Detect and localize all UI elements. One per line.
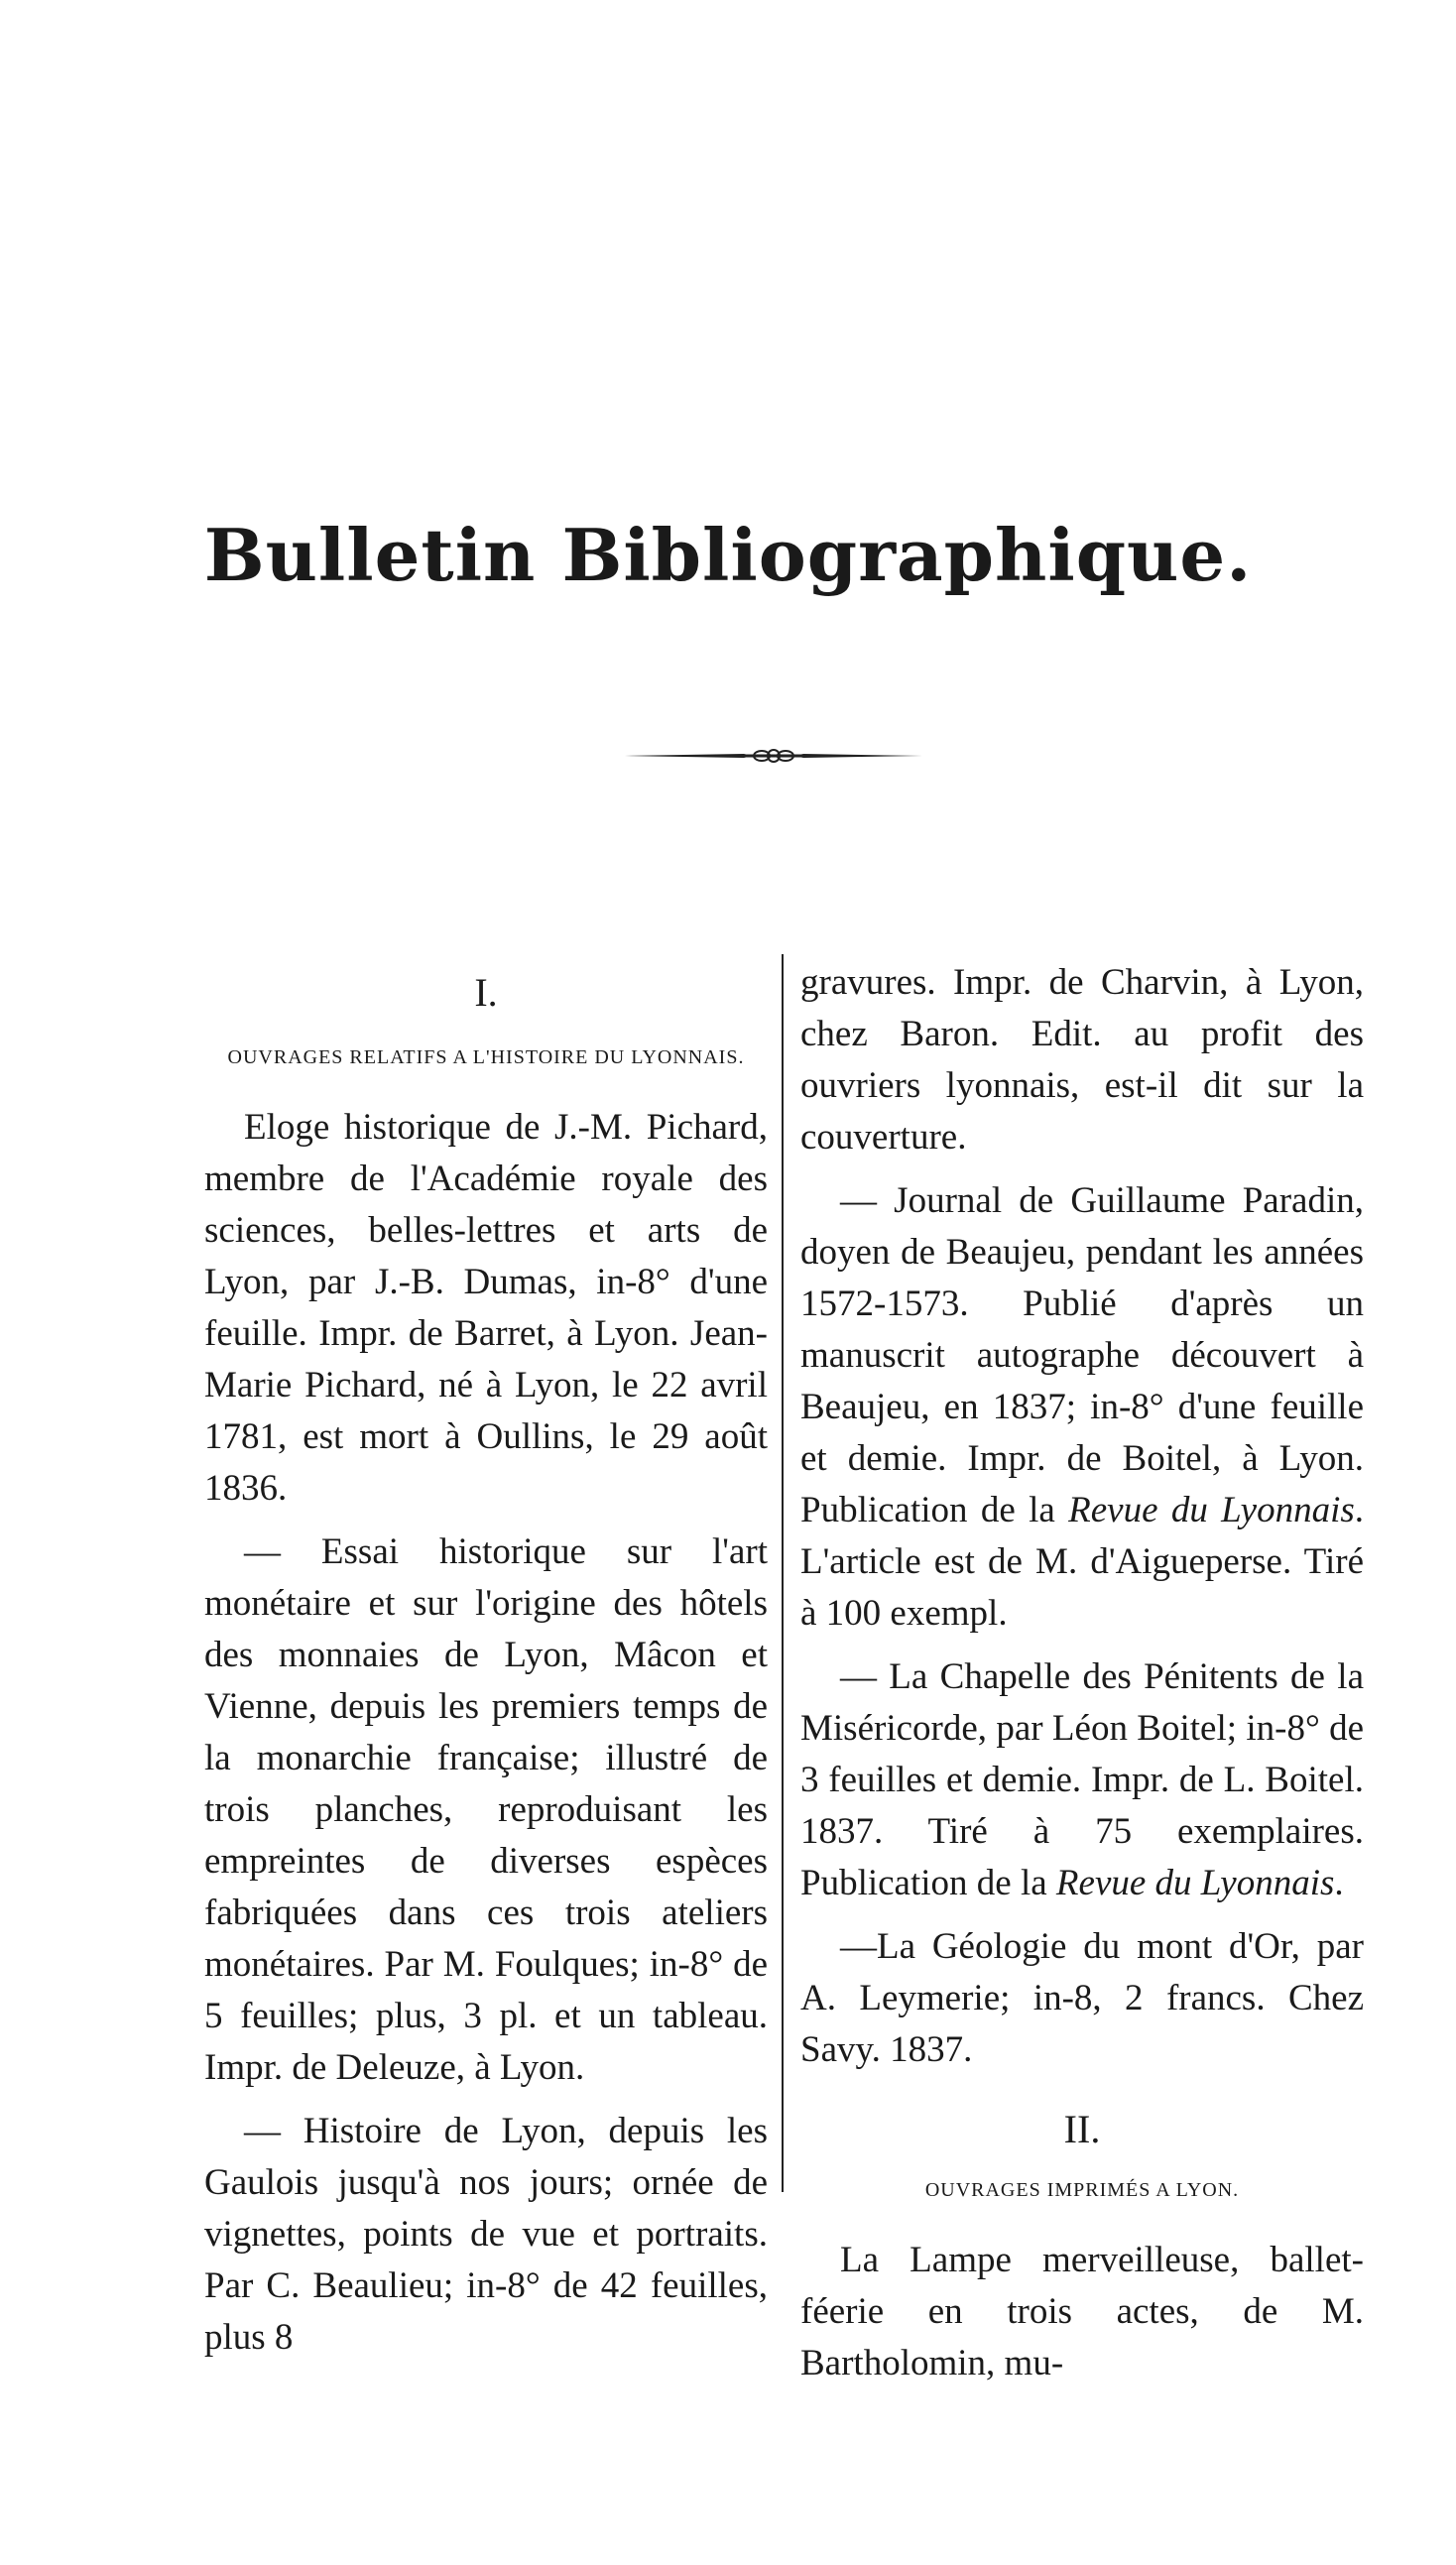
- page-title: Bulletin Bibliographique.: [203, 513, 1253, 597]
- left-column: [204, 967, 768, 2376]
- entry-paragraph: —La Géologie du mont d'Or, par A. Leymerie; in-8, 2 francs. Chez Savy. 1837.: [800, 1926, 1364, 2070]
- entry-paragraph: Eloge historique de J.-M. Pichard, membre de l'Académie royale des sciences, belles-lettres et arts de Lyon, par J.-B. Dumas, in-8° d'une feuille. Impr. de Barret, à Lyon. Jean-Marie Pichard, né à Lyon, le 22 avril 1781, est mort à Oullins, le 29 août 1836.: [204, 1107, 768, 1509]
- entry-text: . L'article est de M. d'Aigueperse. Tiré à 100 exempl.: [800, 1490, 1365, 1634]
- journal-title: Revue du Lyonnais: [1068, 1490, 1355, 1530]
- entry-paragraph: — Essai historique sur l'art monétaire et sur l'origine des hôtels des monnaies de Lyon, Mâcon et Vienne, depuis les premiers temps de la monarchie française; illustré de trois planches, reproduisant les empreintes de diverses espèces fabriquées dans ces trois ateliers monétaires. Par M. Foulques; in-8° de 5 feuilles; plus, 3 pl. et un tableau. Impr. de Deleuze, à Lyon.: [204, 1531, 768, 2088]
- journal-title: Revue du Lyonnais: [1055, 1863, 1335, 1903]
- entry-text: .: [1334, 1863, 1344, 1903]
- section-heading: OUVRAGES RELATIFS A L'HISTOIRE DU LYONNAIS.: [227, 1046, 745, 1068]
- entry-paragraph: [800, 1651, 1364, 1909]
- column-divider: [782, 954, 784, 2192]
- section-heading: OUVRAGES IMPRIMÉS A LYON.: [924, 2179, 1240, 2201]
- entry-paragraph: — Histoire de Lyon, depuis les Gaulois jusqu'à nos jours; ornée de vignettes, points de vue et portraits. Par C. Beaulieu; in-8° de 42 feuilles, plus 8: [204, 2111, 768, 2358]
- section-number: I.: [474, 970, 498, 1015]
- entry-paragraph: La Lampe merveilleuse, ballet-féerie en trois actes, de M. Bartholomin, mu-: [800, 2240, 1364, 2383]
- entry-text: — Journal de Guillaume Paradin, doyen de Beaujeu, pendant les années 1572-1573. Publié d'après un manuscrit autographe découvert à Beaujeu, en 1837; in-8° d'une feuille et demie. Impr. de Boitel, à Lyon. Publication de la: [800, 1180, 1364, 1530]
- continued-paragraph: gravures. Impr. de Charvin, à Lyon, chez Baron. Edit. au profit des ouvriers lyonnais, est-il dit sur la couverture.: [800, 962, 1364, 1158]
- entry-text: — La Chapelle des Pénitents de la Miséricorde, par Léon Boitel; in-8° de 3 feuilles et demie. Impr. de L. Boitel. 1837. Tiré à 75 exemplaires. Publication de la: [800, 1656, 1364, 1903]
- right-column: [800, 957, 1364, 2401]
- ornamental-rule-icon: [625, 746, 922, 766]
- section-number: II.: [1063, 2107, 1101, 2151]
- entry-paragraph: [800, 1175, 1364, 1640]
